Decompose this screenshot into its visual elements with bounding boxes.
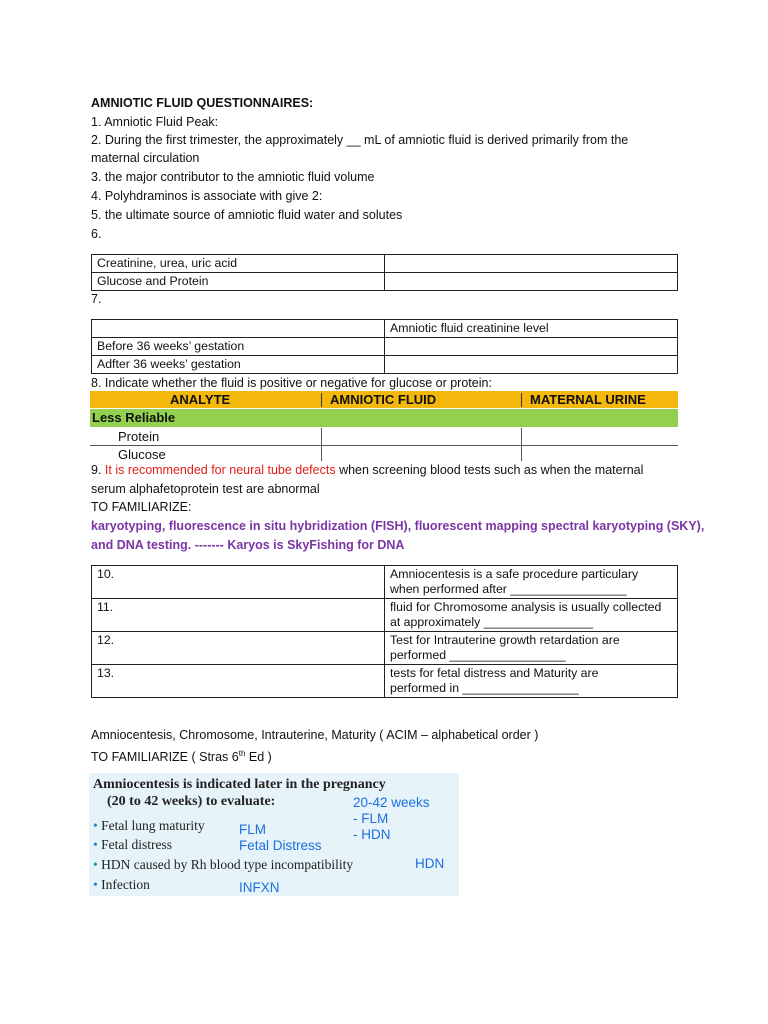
familiarize-suffix: Ed ): [245, 750, 272, 765]
table-q10-13: [91, 565, 678, 698]
analyte-header: ANALYTE: [170, 392, 231, 407]
table-cell: 12.: [92, 632, 385, 665]
question-7: 7.: [91, 292, 102, 306]
item-text: HDN caused by Rh blood type incompatibility: [101, 857, 354, 872]
table-header-cell: Amniotic fluid creatinine level: [385, 320, 678, 338]
bullet-icon: •: [93, 857, 98, 872]
note-weeks: 20-42 weeks: [353, 795, 430, 810]
less-reliable-label: Less Reliable: [92, 410, 176, 425]
page-title: AMNIOTIC FLUID QUESTIONNAIRES:: [91, 96, 314, 110]
table-cell: [385, 273, 678, 291]
table-row: [92, 566, 678, 599]
bullet-icon: •: [93, 877, 98, 892]
q9-highlight: It is recommended for neural tube defects: [104, 463, 336, 477]
table-cell: 13.: [92, 665, 385, 698]
table-row: [92, 255, 678, 273]
list-item: [93, 837, 172, 853]
table-cell: [385, 255, 678, 273]
table-cell: 11.: [92, 599, 385, 632]
table-row: [92, 599, 678, 632]
question-6: 6.: [91, 227, 102, 241]
table-cell: 10.: [92, 566, 385, 599]
table-row: [90, 428, 678, 446]
list-item: [93, 877, 150, 893]
question-2: 2. During the first trimester, the approximately __ mL of amniotic fluid is derived primarily from the: [91, 133, 629, 147]
mnemonic-line-2: and DNA testing. ------- Karyos is SkyFishing for DNA: [91, 538, 405, 552]
item-text: Fetal lung maturity: [101, 818, 205, 833]
question-8: 8. Indicate whether the fluid is positive or negative for glucose or protein:: [91, 376, 492, 390]
divider: [521, 393, 522, 407]
maternal-urine-header: MATERNAL URINE: [530, 392, 646, 407]
familiarize-prefix: TO FAMILIARIZE ( Stras 6: [91, 750, 239, 765]
cell-line: when performed after _________________: [390, 582, 627, 596]
cell-line: tests for fetal distress and Maturity are: [390, 666, 599, 680]
table-cell: [385, 599, 678, 632]
table-cell: Glucose and Protein: [92, 273, 385, 291]
less-reliable-row: [90, 409, 678, 427]
cell-line: at approximately ________________: [390, 615, 594, 629]
analyte-header-row: [90, 391, 678, 408]
mnemonic-line-1: karyotyping, fluorescence in situ hybridization (FISH), fluorescent mapping spectral karyotyping (SKY),: [91, 519, 705, 533]
list-item: [93, 818, 205, 834]
table-cell: [92, 320, 385, 338]
excerpt-line-2: (20 to 42 weeks) to evaluate:: [107, 794, 276, 809]
table-cell: [385, 566, 678, 599]
question-4: 4. Polyhdraminos is associate with give 2:: [91, 189, 323, 203]
table-row: [92, 665, 678, 698]
note-infxn: INFXN: [239, 880, 280, 895]
note-hdn-abbr: HDN: [415, 856, 445, 871]
excerpt-line-1: Amniocentesis is indicated later in the pregnancy: [93, 777, 386, 792]
table-row: [90, 446, 678, 463]
divider: [321, 428, 322, 461]
table-row: [92, 356, 678, 374]
table-cell: [385, 356, 678, 374]
q9-text: when screening blood tests such as when the maternal: [335, 463, 644, 477]
note-fetal-distress: Fetal Distress: [239, 838, 322, 853]
cell-line: Test for Intrauterine growth retardation are: [390, 633, 620, 647]
table-cell: Adfter 36 weeks’ gestation: [92, 356, 385, 374]
question-9: [91, 462, 643, 478]
bullet-icon: •: [93, 818, 98, 833]
question-3: 3. the major contributor to the amniotic fluid volume: [91, 170, 375, 184]
question-9-cont: serum alphafetoprotein test are abnormal: [91, 482, 320, 496]
table-q6: [91, 254, 678, 291]
note-flm-abbr: FLM: [239, 822, 266, 837]
table-row: [92, 320, 678, 338]
item-text: Infection: [101, 877, 150, 892]
table-q7: [91, 319, 678, 374]
table-row: [92, 632, 678, 665]
note-flm: - FLM: [353, 811, 389, 826]
divider: [321, 393, 322, 407]
cell-line: fluid for Chromosome analysis is usually collected: [390, 600, 662, 614]
list-item: [93, 857, 353, 873]
divider: [521, 428, 522, 461]
table-cell: [385, 338, 678, 356]
table-cell: [385, 632, 678, 665]
table-cell: Creatinine, urea, uric acid: [92, 255, 385, 273]
table-row: [92, 338, 678, 356]
to-familiarize-heading: TO FAMILIARIZE:: [91, 500, 192, 514]
to-familiarize-stras: [91, 746, 272, 765]
table-cell: [385, 665, 678, 698]
table-cell: Before 36 weeks’ gestation: [92, 338, 385, 356]
item-text: Fetal distress: [101, 837, 172, 852]
q9-number: 9.: [91, 463, 105, 477]
textbook-excerpt: [89, 773, 459, 896]
table-row: [92, 273, 678, 291]
bullet-icon: •: [93, 837, 98, 852]
cell-line: performed in _________________: [390, 681, 579, 695]
question-1: 1. Amniotic Fluid Peak:: [91, 115, 219, 129]
question-2-cont: maternal circulation: [91, 151, 200, 165]
superscript: th: [238, 749, 246, 758]
question-5: 5. the ultimate source of amniotic fluid water and solutes: [91, 208, 403, 222]
amniotic-fluid-header: AMNIOTIC FLUID: [330, 392, 437, 407]
cell-line: Amniocentesis is a safe procedure particulary: [390, 567, 639, 581]
note-hdn: - HDN: [353, 827, 391, 842]
glucose-label: Glucose: [118, 447, 166, 462]
cell-line: performed _________________: [390, 648, 566, 662]
answers-line: Amniocentesis, Chromosome, Intrauterine, Maturity ( ACIM – alphabetical order ): [91, 728, 539, 742]
protein-label: Protein: [118, 429, 160, 444]
